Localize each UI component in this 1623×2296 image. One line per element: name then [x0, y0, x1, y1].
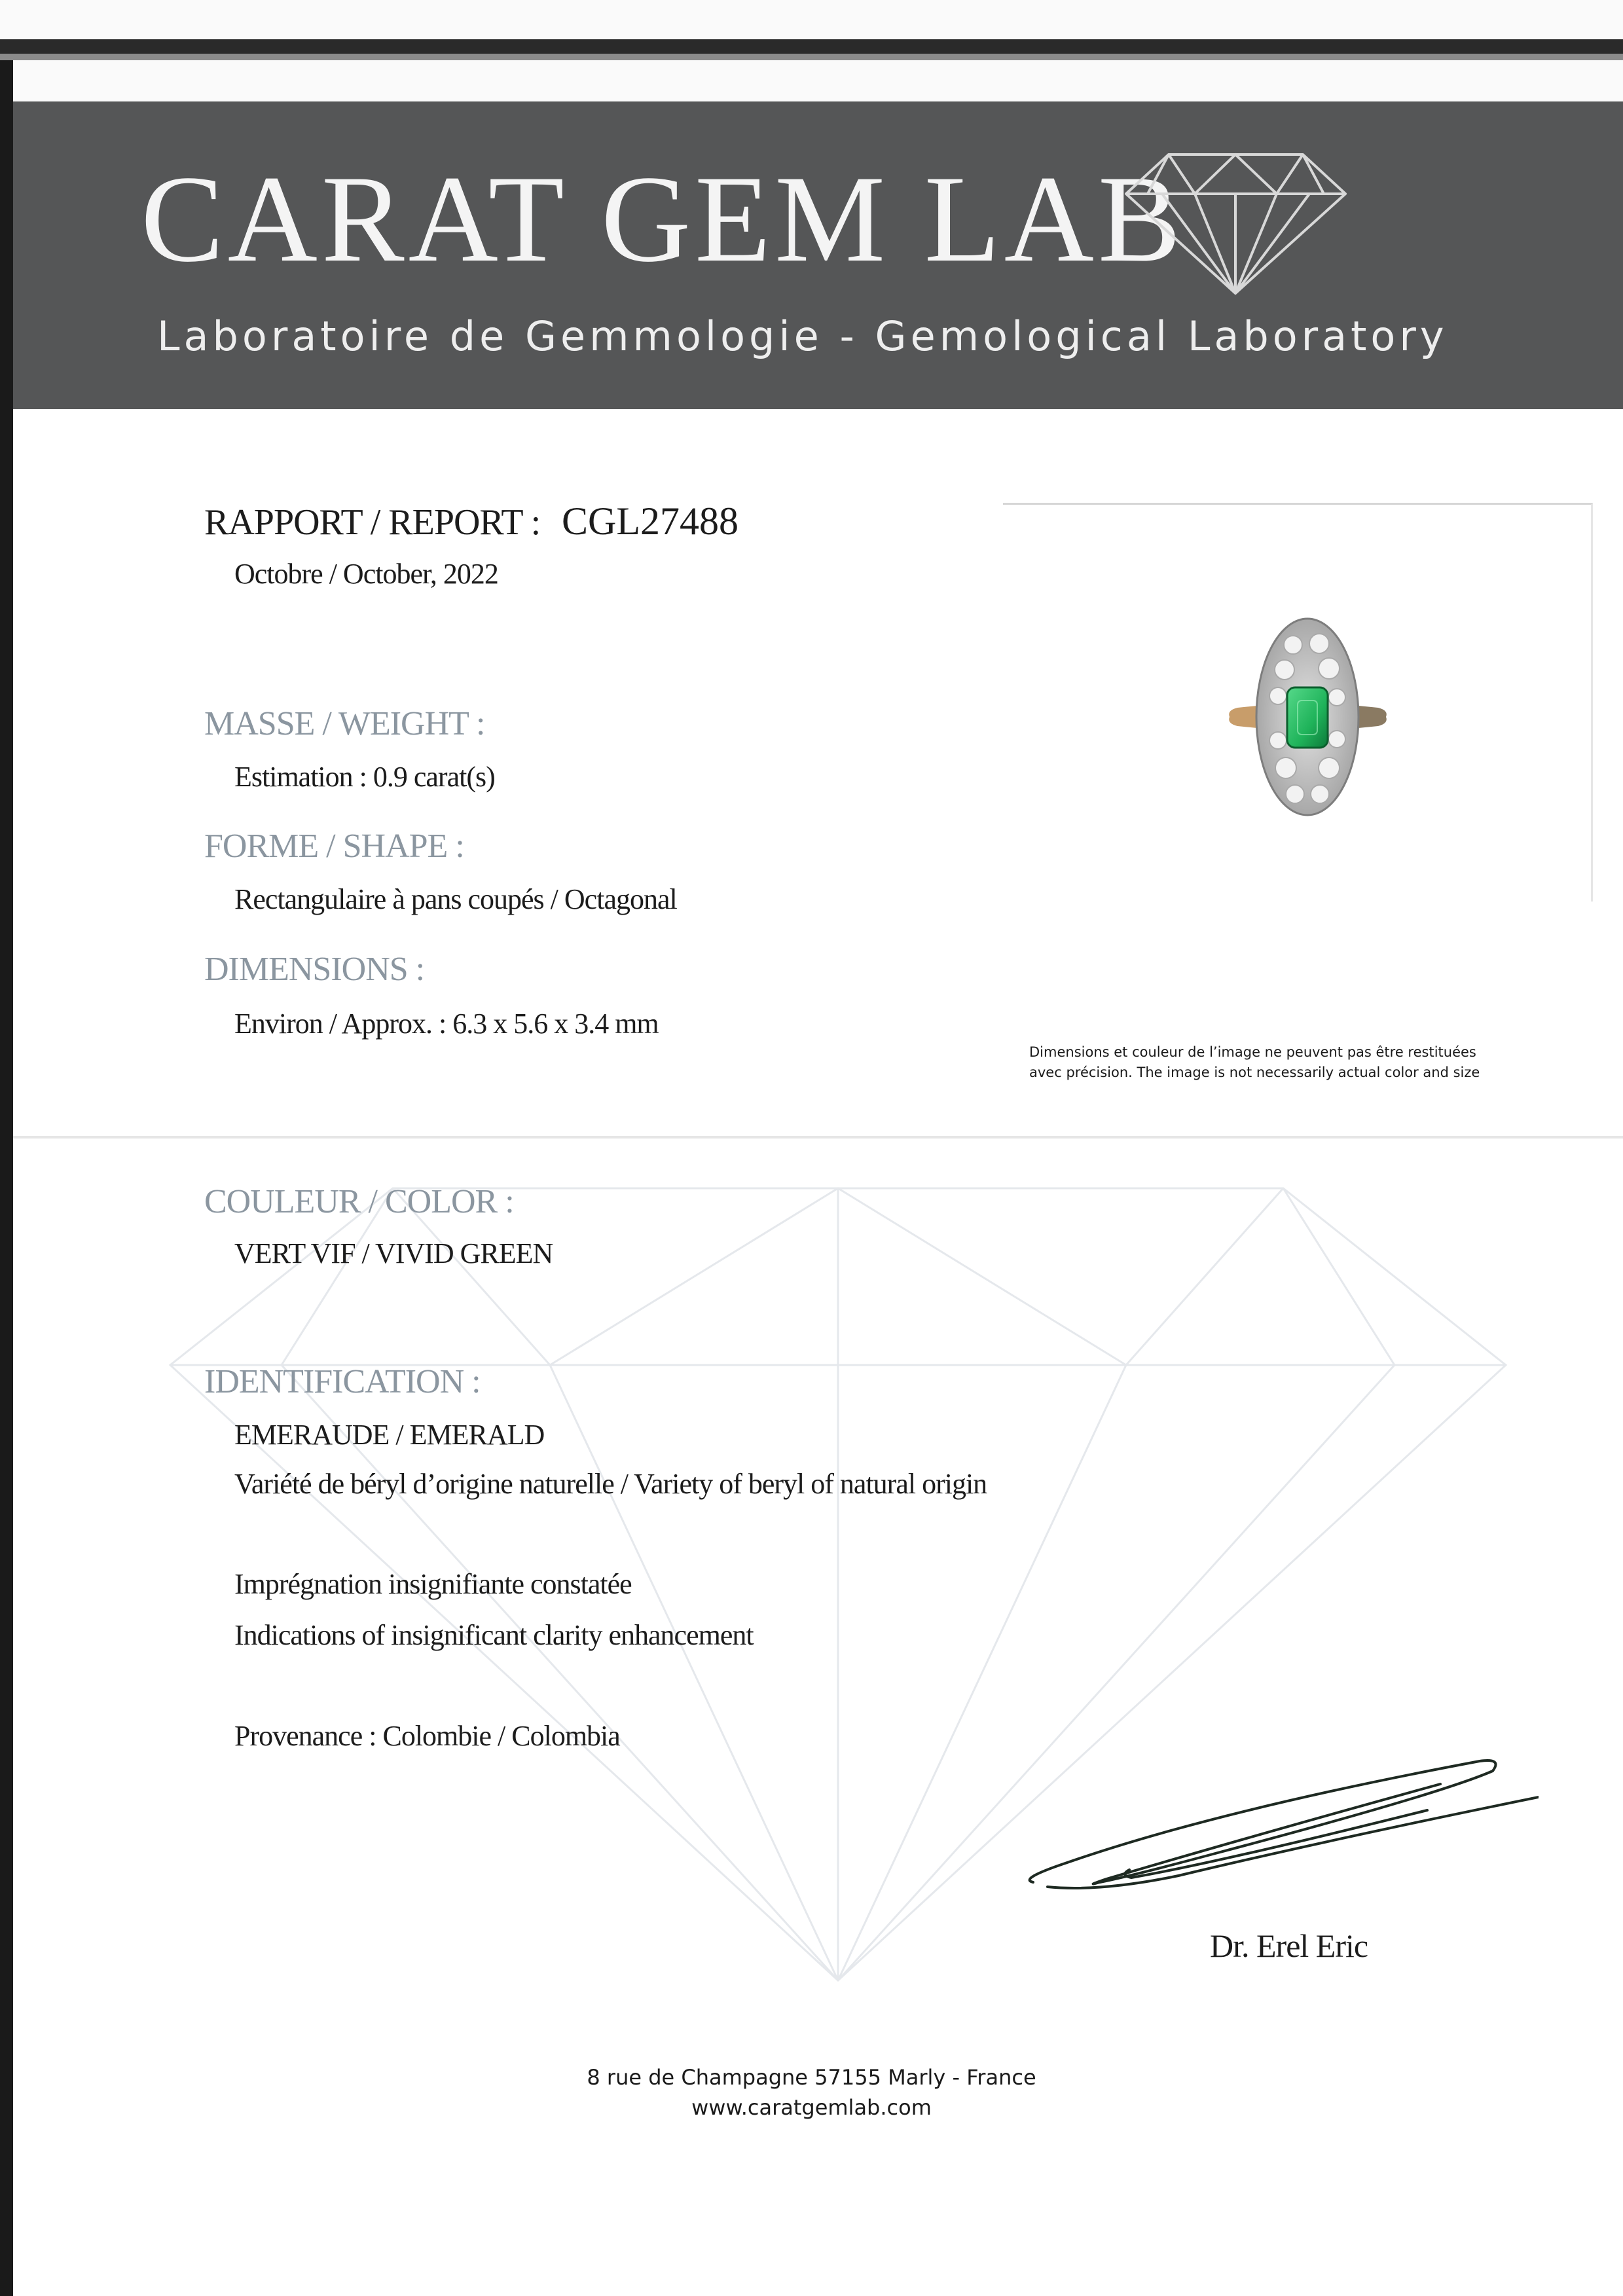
report-number: CGL27488 [562, 500, 739, 543]
report-date: Octobre / October, 2022 [234, 558, 498, 590]
photo-disclaimer-line1: Dimensions et couleur de l’image ne peuvent pas être restituées [1029, 1044, 1476, 1060]
color-value: VERT VIF / VIVID GREEN [234, 1237, 553, 1269]
footer-website: www.caratgemlab.com [691, 2095, 932, 2120]
brand-subtitle: Laboratoire de Gemmologie - Gemological Laboratory [157, 312, 1448, 360]
diamond-icon [1123, 149, 1349, 297]
footer [0, 2062, 1623, 2123]
photo-disclaimer-line2: avec précision. The image is not necessarily actual color and size [1029, 1065, 1480, 1080]
ring-photo [1224, 612, 1391, 822]
scan-left-edge [0, 60, 13, 2296]
signature [1021, 1748, 1539, 1918]
scan-border-dark [0, 39, 1623, 54]
treatment-en: Indications of insignificant clarity enhancement [234, 1619, 754, 1651]
species-value: EMERAUDE / EMERALD [234, 1419, 545, 1451]
weight-label: MASSE / WEIGHT : [204, 705, 485, 742]
footer-address: 8 rue de Champagne 57155 Marly - France [587, 2065, 1036, 2090]
color-label: COULEUR / COLOR : [204, 1183, 514, 1220]
scan-border-gray [0, 54, 1623, 60]
identification-label: IDENTIFICATION : [204, 1363, 481, 1400]
dimensions-label: DIMENSIONS : [204, 951, 425, 988]
brand-title: CARAT GEM LAB [141, 151, 1185, 288]
shape-label: FORME / SHAPE : [204, 828, 464, 865]
shape-value: Rectangulaire à pans coupés / Octagonal [234, 883, 677, 915]
fold-line [13, 1136, 1623, 1139]
dimensions-value: Environ / Approx. : 6.3 x 5.6 x 3.4 mm [234, 1008, 659, 1040]
variety-value: Variété de béryl d’origine naturelle / Variety of beryl of natural origin [234, 1468, 987, 1500]
origin-value: Provenance : Colombie / Colombia [234, 1720, 620, 1752]
emerald-gem [1287, 687, 1328, 748]
report-label: RAPPORT / REPORT : [204, 502, 541, 543]
signatory-name: Dr. Erel Eric [1210, 1927, 1368, 1964]
treatment-fr: Imprégnation insignifiante constatée [234, 1568, 632, 1600]
photo-disclaimer [1029, 1042, 1573, 1083]
weight-value: Estimation : 0.9 carat(s) [234, 761, 495, 793]
